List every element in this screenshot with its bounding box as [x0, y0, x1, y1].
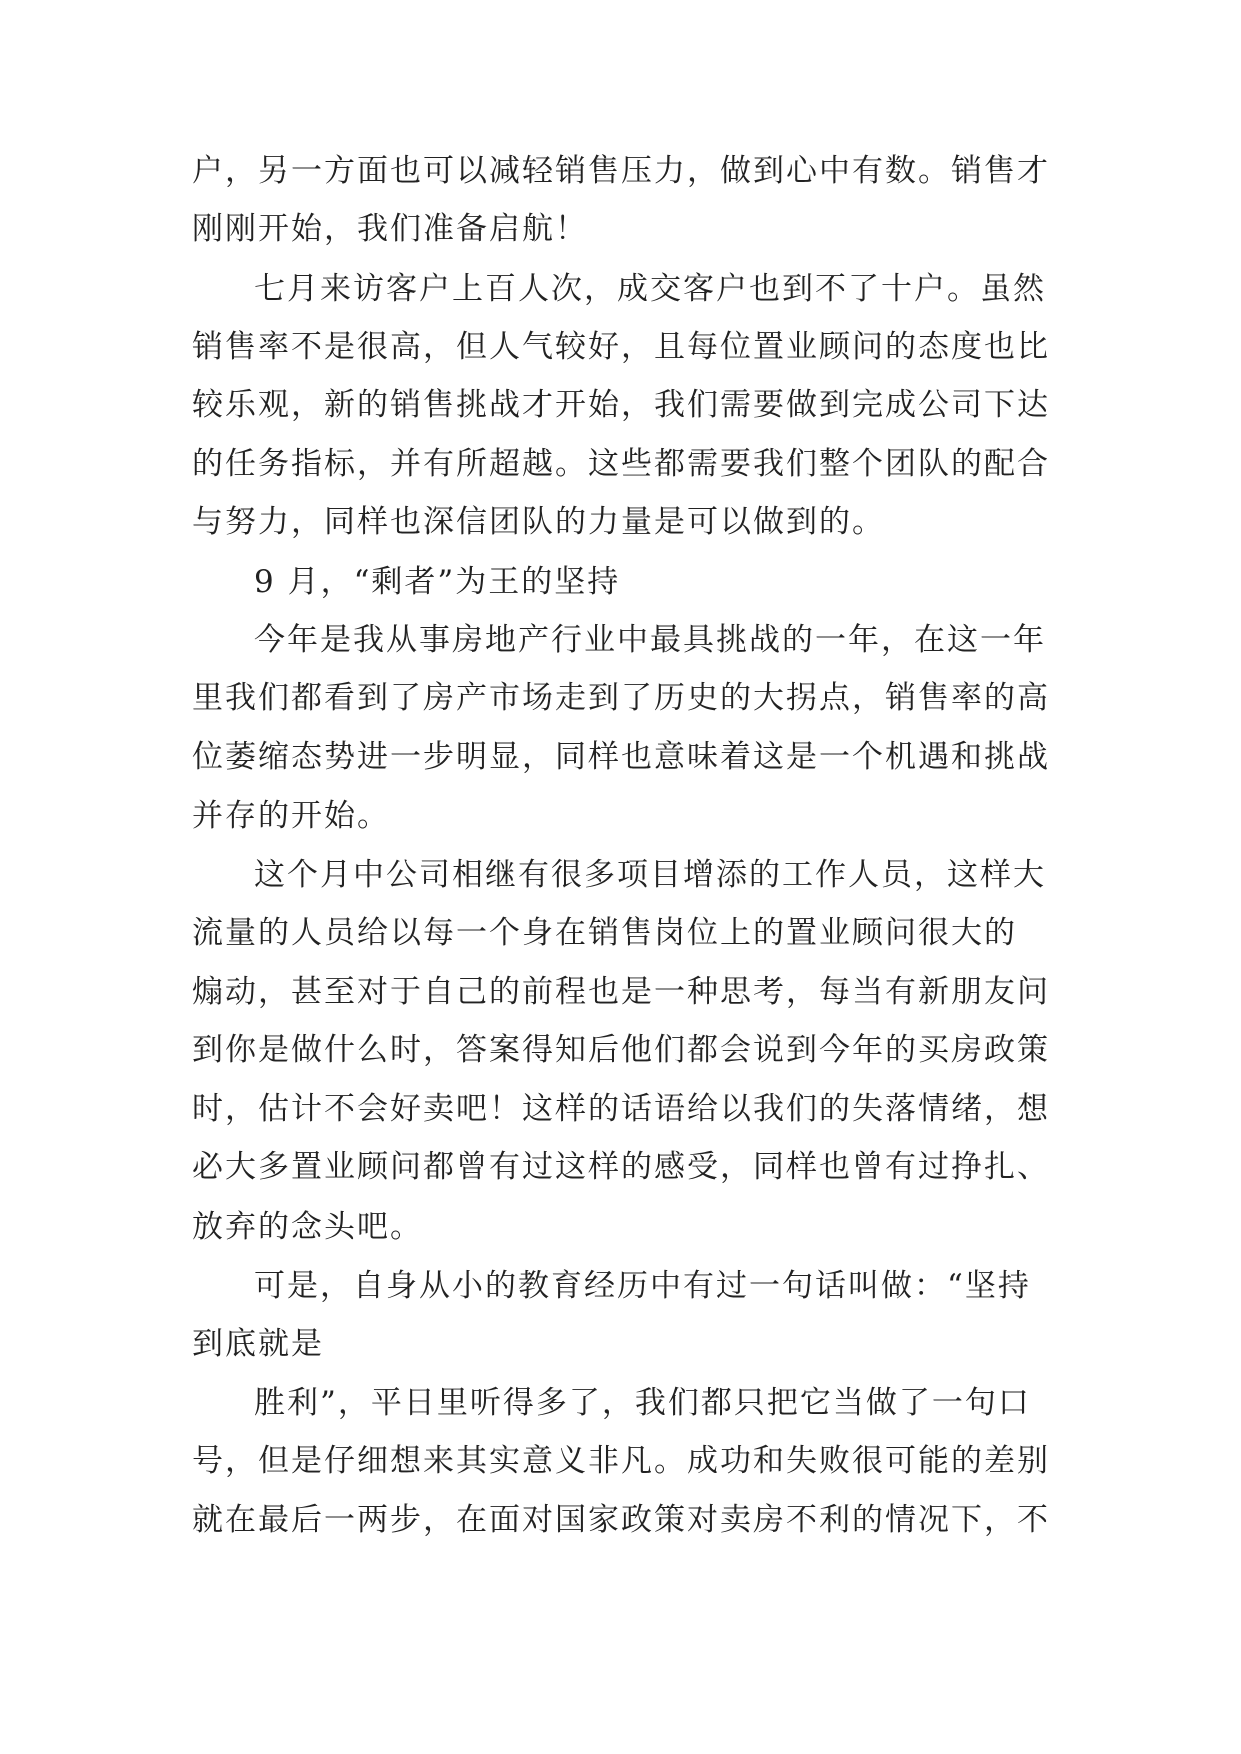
text-line: 到底就是 — [192, 1326, 324, 1362]
text-line: 并存的开始。 — [192, 798, 390, 834]
text-line: 户，另一方面也可以减轻销售压力，做到心中有数。销售才 — [192, 153, 1050, 189]
text-line: 这个月中公司相继有很多项目增添的工作人员，这样大 — [254, 857, 1046, 893]
text-line: 到你是做什么时，答案得知后他们都会说到今年的买房政策 — [192, 1032, 1050, 1068]
text-line: 放弃的念头吧。 — [192, 1209, 423, 1245]
text-line: 号，但是仔细想来其实意义非凡。成功和失败很可能的差别 — [192, 1443, 1050, 1479]
text-line: 里我们都看到了房产市场走到了历史的大拐点，销售率的高 — [192, 680, 1050, 716]
section-heading: 9 月，“剩者”为王的坚持 — [254, 564, 621, 600]
text-line: 时，估计不会好卖吧！这样的话语给以我们的失落情绪，想 — [192, 1091, 1050, 1127]
text-line: 七月来访客户上百人次，成交客户也到不了十户。虽然 — [254, 271, 1046, 307]
text-line: 可是，自身从小的教育经历中有过一句话叫做：“坚持 — [254, 1268, 1031, 1304]
text-line: 今年是我从事房地产行业中最具挑战的一年，在这一年 — [254, 622, 1046, 658]
text-line: 的任务指标，并有所超越。这些都需要我们整个团队的配合 — [192, 446, 1050, 482]
text-line: 位萎缩态势进一步明显，同样也意味着这是一个机遇和挑战 — [192, 739, 1050, 775]
text-line: 必大多置业顾问都曾有过这样的感受，同样也曾有过挣扎、 — [192, 1149, 1050, 1185]
text-line: 胜利”，平日里听得多了，我们都只把它当做了一句口 — [254, 1385, 1031, 1421]
text-line: 较乐观，新的销售挑战才开始，我们需要做到完成公司下达 — [192, 387, 1050, 423]
text-line: 刚刚开始，我们准备启航！ — [192, 211, 588, 247]
text-line: 销售率不是很高，但人气较好，且每位置业顾问的态度也比 — [192, 329, 1050, 365]
text-line: 流量的人员给以每一个身在销售岗位上的置业顾问很大的 — [192, 915, 1017, 951]
text-line: 与努力，同样也深信团队的力量是可以做到的。 — [192, 504, 885, 540]
text-line: 煽动，甚至对于自己的前程也是一种思考，每当有新朋友问 — [192, 974, 1050, 1010]
text-line: 就在最后一两步，在面对国家政策对卖房不利的情况下，不 — [192, 1502, 1050, 1538]
